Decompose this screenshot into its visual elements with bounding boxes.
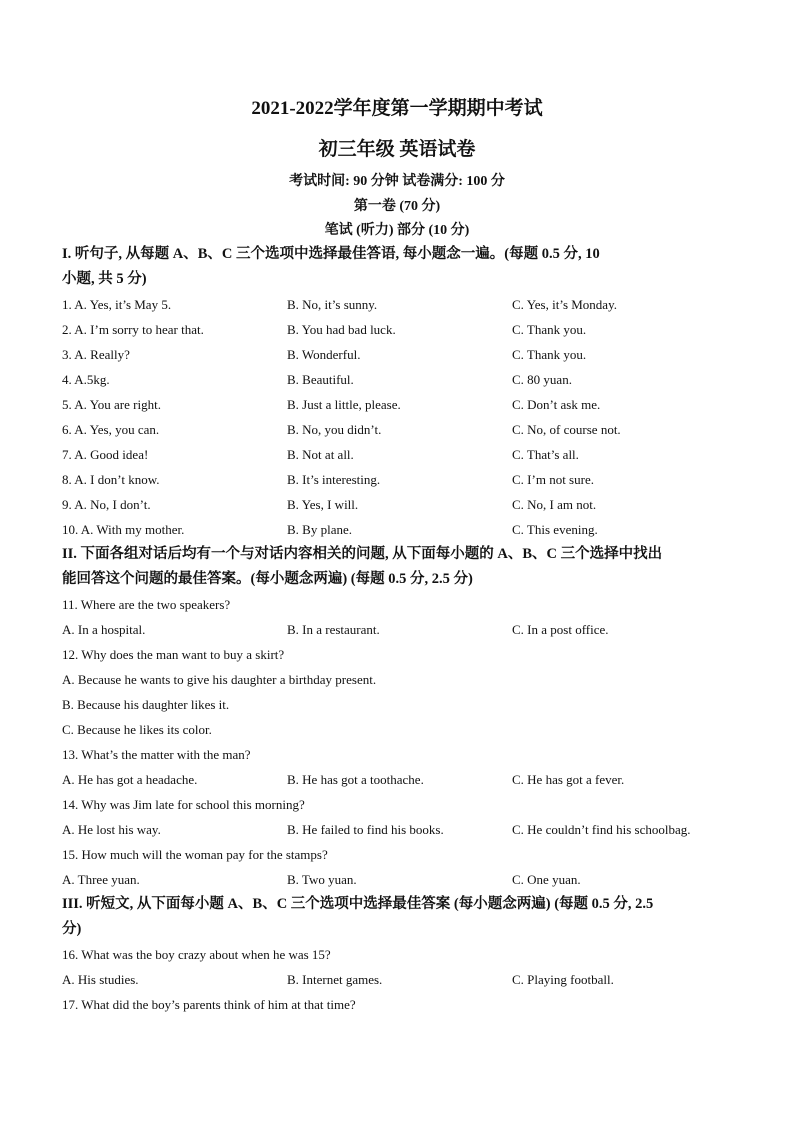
question-12: 12. Why does the man want to buy a skirt? xyxy=(62,647,285,662)
option-c: C. No, I am not. xyxy=(512,497,597,512)
option-b: B. Wonderful. xyxy=(287,347,361,362)
question-row xyxy=(62,492,732,517)
section-3-heading-line1: III. 听短文, 从下面每小题 A、B、C 三个选项中选择最佳答案 (每小题念两遍) (每题 0.5 分, 2.5 xyxy=(62,896,654,912)
option-a: 9. A. No, I don’t. xyxy=(62,497,151,512)
question-15-options xyxy=(62,867,732,892)
option-a: 3. A. Really? xyxy=(62,347,130,362)
question-row xyxy=(62,317,732,342)
question-12-option-b: B. Because his daughter likes it. xyxy=(62,697,230,712)
section-1-heading-line2: 小题, 共 5 分) xyxy=(62,271,147,287)
option-a: A. His studies. xyxy=(62,972,139,987)
question-row xyxy=(62,442,732,467)
question-14-options xyxy=(62,817,732,842)
option-a: A. Three yuan. xyxy=(62,872,140,887)
section-3-heading xyxy=(62,892,732,942)
question-12-option-c: C. Because he likes its color. xyxy=(62,722,212,737)
option-b: B. Two yuan. xyxy=(287,872,357,887)
option-c: C. One yuan. xyxy=(512,872,581,887)
option-c: C. No, of course not. xyxy=(512,422,621,437)
section-2 xyxy=(62,542,732,892)
option-c: C. He couldn’t find his schoolbag. xyxy=(512,822,691,837)
option-c: C. I’m not sure. xyxy=(512,472,594,487)
section-1 xyxy=(62,242,732,542)
option-a: 10. A. With my mother. xyxy=(62,522,185,537)
option-b: B. No, you didn’t. xyxy=(287,422,382,437)
option-b: B. Not at all. xyxy=(287,447,354,462)
question-row xyxy=(62,392,732,417)
option-a: 2. A. I’m sorry to hear that. xyxy=(62,322,204,337)
option-c: C. Thank you. xyxy=(512,322,587,337)
question-row xyxy=(62,467,732,492)
option-b: B. It’s interesting. xyxy=(287,472,381,487)
exam-subtitle: 初三年级 英语试卷 xyxy=(318,139,476,160)
question-11-options xyxy=(62,617,732,642)
option-c: C. This evening. xyxy=(512,522,598,537)
section-3-heading-line2: 分) xyxy=(62,921,82,937)
option-a: 7. A. Good idea! xyxy=(62,447,149,462)
option-a: A. In a hospital. xyxy=(62,622,146,637)
question-11: 11. Where are the two speakers? xyxy=(62,597,231,612)
option-b: B. In a restaurant. xyxy=(287,622,380,637)
section-3 xyxy=(62,892,732,1017)
part-label: 笔试 (听力) 部分 (10 分) xyxy=(324,223,470,238)
title-block xyxy=(62,0,732,240)
option-b: B. Yes, I will. xyxy=(287,497,359,512)
option-a: 6. A. Yes, you can. xyxy=(62,422,160,437)
question-row xyxy=(62,367,732,392)
option-a: 5. A. You are right. xyxy=(62,397,161,412)
option-b: B. Internet games. xyxy=(287,972,383,987)
question-16-options xyxy=(62,967,732,992)
option-a: 4. A.5kg. xyxy=(62,372,110,387)
option-b: B. No, it’s sunny. xyxy=(287,297,378,312)
option-a: A. He has got a headache. xyxy=(62,772,198,787)
question-16: 16. What was the boy crazy about when he was 15? xyxy=(62,947,331,962)
question-14: 14. Why was Jim late for school this morning? xyxy=(62,797,305,812)
option-a: A. He lost his way. xyxy=(62,822,161,837)
exam-info: 考试时间: 90 分钟 试卷满分: 100 分 xyxy=(289,174,505,189)
section-2-heading-line1: II. 下面各组对话后均有一个与对话内容相关的问题, 从下面每小题的 A、B、C 三个选择中找出 xyxy=(62,546,663,562)
question-row xyxy=(62,517,732,542)
option-c: C. Playing football. xyxy=(512,972,614,987)
question-13-options xyxy=(62,767,732,792)
option-b: B. Just a little, please. xyxy=(287,397,401,412)
question-15: 15. How much will the woman pay for the stamps? xyxy=(62,847,328,862)
section-1-questions xyxy=(62,292,732,542)
option-c: C. He has got a fever. xyxy=(512,772,625,787)
section-1-heading-line1: I. 听句子, 从每题 A、B、C 三个选项中选择最佳答语, 每小题念一遍。(每题 0.5 分, 10 xyxy=(62,246,600,262)
option-c: C. 80 yuan. xyxy=(512,372,572,387)
volume-label: 第一卷 (70 分) xyxy=(353,199,441,214)
question-row xyxy=(62,292,732,317)
option-c: C. In a post office. xyxy=(512,622,609,637)
section-1-heading xyxy=(62,242,732,292)
option-c: C. Yes, it’s Monday. xyxy=(512,297,617,312)
option-b: B. Beautiful. xyxy=(287,372,354,387)
option-b: B. He failed to find his books. xyxy=(287,822,444,837)
question-row xyxy=(62,417,732,442)
exam-title: 2021-2022学年度第一学期期中考试 xyxy=(251,98,543,119)
option-c: C. Thank you. xyxy=(512,347,587,362)
question-17: 17. What did the boy’s parents think of him at that time? xyxy=(62,997,356,1012)
option-b: B. You had bad luck. xyxy=(287,322,396,337)
question-13: 13. What’s the matter with the man? xyxy=(62,747,251,762)
section-2-heading xyxy=(62,542,732,592)
option-c: C. Don’t ask me. xyxy=(512,397,601,412)
question-row xyxy=(62,342,732,367)
option-b: B. By plane. xyxy=(287,522,352,537)
option-a: 8. A. I don’t know. xyxy=(62,472,160,487)
option-c: C. That’s all. xyxy=(512,447,579,462)
section-2-heading-line2: 能回答这个问题的最佳答案。(每小题念两遍) (每题 0.5 分, 2.5 分) xyxy=(62,571,473,587)
option-a: 1. A. Yes, it’s May 5. xyxy=(62,297,172,312)
option-b: B. He has got a toothache. xyxy=(287,772,424,787)
question-12-option-a: A. Because he wants to give his daughter a birthday present. xyxy=(62,672,377,687)
